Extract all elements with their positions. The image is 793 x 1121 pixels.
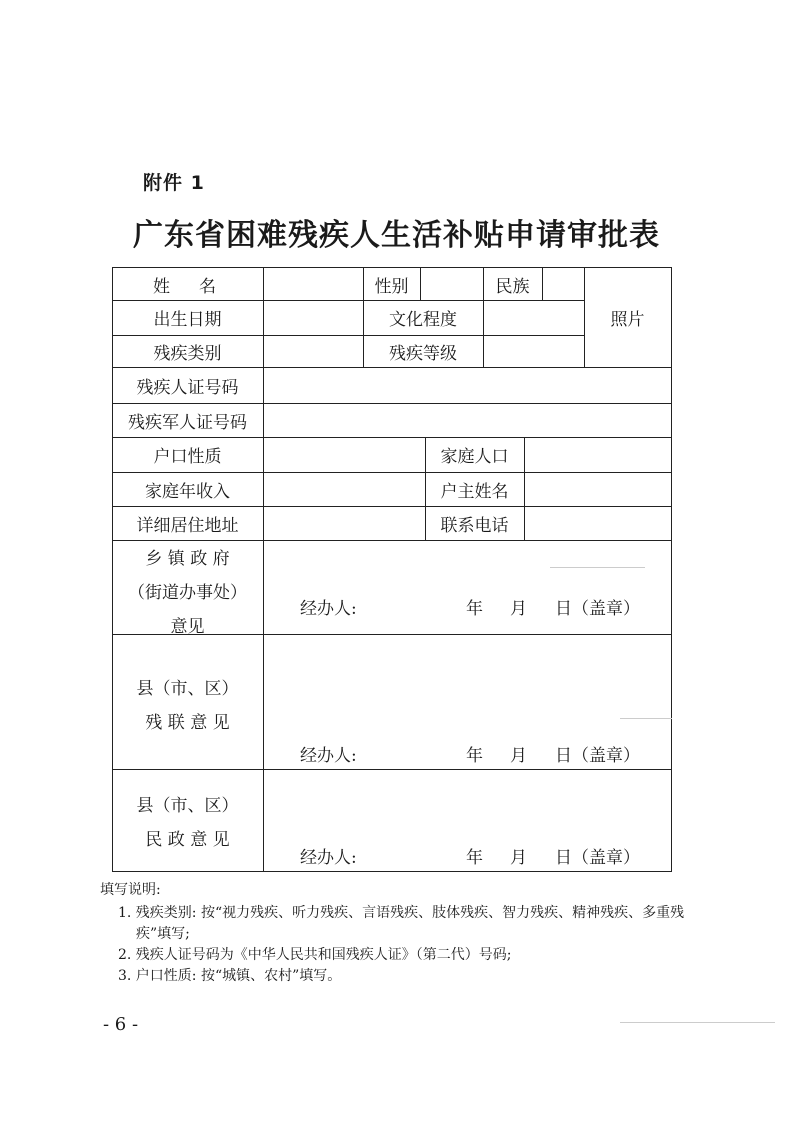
instructions-title: 填写说明: xyxy=(100,882,161,898)
township-opinion-field[interactable] xyxy=(263,540,671,634)
gender-field[interactable] xyxy=(420,267,483,301)
day-seal-label: 日（盖章） xyxy=(555,599,640,619)
township-opinion-label xyxy=(112,542,263,644)
township-signature-line xyxy=(263,594,671,618)
householder-field[interactable] xyxy=(524,472,671,506)
disability-level-field[interactable] xyxy=(483,335,584,367)
photo-box: 照片 xyxy=(610,310,645,330)
family-size-field[interactable] xyxy=(524,437,671,472)
family-size-label: 家庭人口 xyxy=(440,447,509,467)
month-label: 月 xyxy=(510,599,527,619)
income-field[interactable] xyxy=(263,472,425,506)
instruction-item: 1. 残疾类别: 按“视力残疾、听力残疾、言语残疾、肢体残疾、智力残疾、精神残疾、多重残疾”填写; xyxy=(118,905,685,942)
birth-date-label: 出生日期 xyxy=(153,310,222,330)
filling-instructions xyxy=(100,880,696,987)
disabled-id-label: 残疾人证号码 xyxy=(136,377,239,398)
county-civil-opinion-label xyxy=(112,789,263,857)
month-label: 月 xyxy=(510,848,527,868)
disability-level-label: 残疾等级 xyxy=(389,343,457,364)
township-line2: （街道办事处） xyxy=(128,583,247,603)
hukou-label: 户口性质 xyxy=(153,447,222,467)
householder-label: 户主姓名 xyxy=(440,481,509,502)
phone-label: 联系电话 xyxy=(440,515,509,536)
county-civil-line2: 民 政 意 见 xyxy=(145,830,230,850)
name-field[interactable] xyxy=(263,267,363,301)
gender-label: 性别 xyxy=(374,276,409,297)
year-label: 年 xyxy=(466,599,483,619)
disability-type-field[interactable] xyxy=(263,335,363,367)
disabled-soldier-id-field[interactable] xyxy=(263,403,671,437)
handler-label: 经办人: xyxy=(300,599,357,619)
disabled-soldier-id-label: 残疾军人证号码 xyxy=(128,412,247,433)
day-seal-label: 日（盖章） xyxy=(555,746,640,766)
county-civil-signature-line xyxy=(263,843,671,867)
county-dpf-line2: 残 联 意 见 xyxy=(145,713,230,733)
instruction-item: 2. 残疾人证号码为《中华人民共和国残疾人证》（第二代）号码; xyxy=(118,947,512,963)
education-label: 文化程度 xyxy=(389,310,457,330)
name-label: 姓 名 xyxy=(153,276,222,297)
education-field[interactable] xyxy=(483,300,584,335)
instruction-item: 3. 户口性质: 按“城镇、农村”填写。 xyxy=(118,968,342,984)
phone-field[interactable] xyxy=(524,506,671,540)
year-label: 年 xyxy=(466,848,483,868)
address-field[interactable] xyxy=(263,506,425,540)
county-dpf-line1: 县（市、区） xyxy=(136,679,239,699)
disability-type-label: 残疾类别 xyxy=(153,343,222,364)
disabled-id-field[interactable] xyxy=(263,367,671,403)
attachment-label: 附件 1 xyxy=(143,172,205,194)
page-number: - 6 - xyxy=(103,1014,139,1035)
ethnicity-label: 民族 xyxy=(495,276,530,297)
form-title: 广东省困难残疾人生活补贴申请审批表 xyxy=(133,218,660,253)
handler-label: 经办人: xyxy=(300,848,357,868)
birth-date-field[interactable] xyxy=(263,300,363,335)
county-dpf-opinion-label xyxy=(112,672,263,740)
day-seal-label: 日（盖章） xyxy=(555,848,640,868)
hukou-field[interactable] xyxy=(263,437,425,472)
township-line1: 乡 镇 政 府 xyxy=(145,549,230,569)
county-dpf-signature-line xyxy=(263,741,671,765)
township-line3: 意见 xyxy=(170,617,205,637)
ethnicity-field[interactable] xyxy=(542,267,584,301)
county-civil-line1: 县（市、区） xyxy=(136,796,239,816)
handler-label: 经办人: xyxy=(300,746,357,766)
income-label: 家庭年收入 xyxy=(145,481,230,502)
address-label: 详细居住地址 xyxy=(136,515,239,536)
year-label: 年 xyxy=(466,746,483,766)
month-label: 月 xyxy=(510,746,527,766)
